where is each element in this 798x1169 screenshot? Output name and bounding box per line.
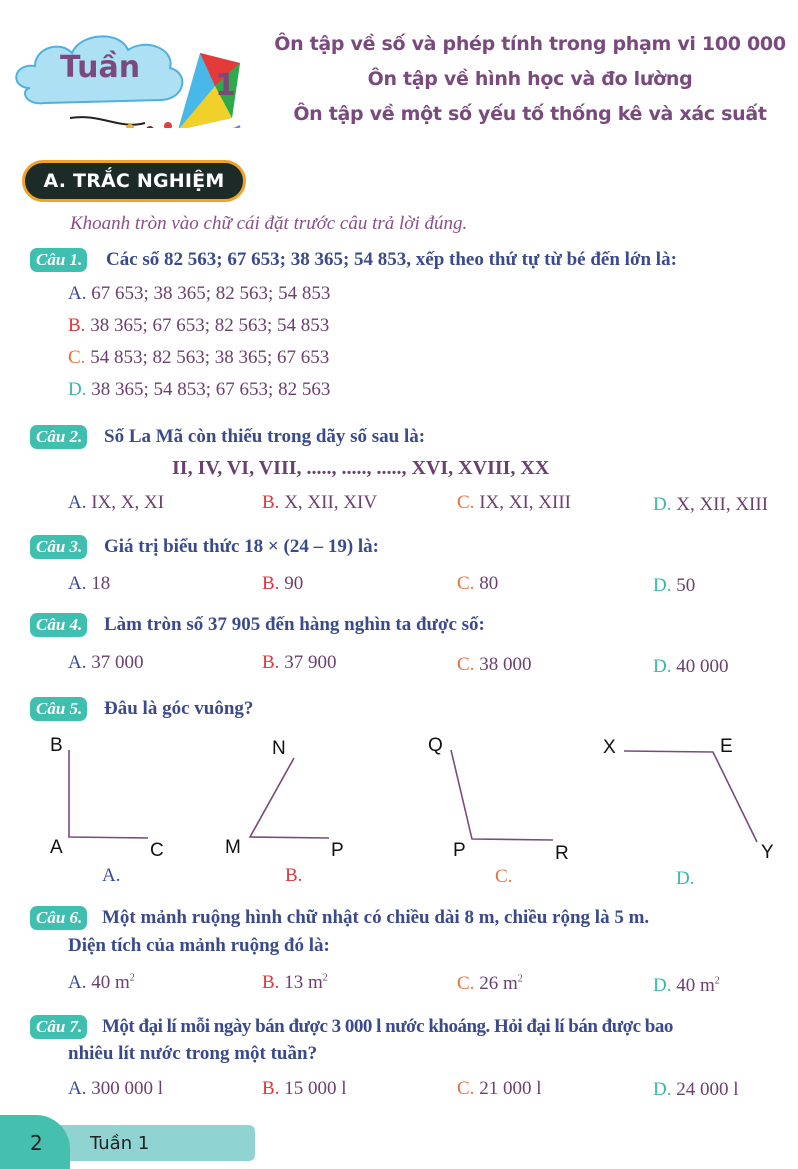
option-a[interactable]: A. IX, X, XI bbox=[68, 492, 165, 513]
option-c[interactable]: C. IX, XI, XIII bbox=[457, 492, 571, 513]
option-a[interactable]: A. 300 000 l bbox=[68, 1078, 164, 1099]
option-c[interactable]: C. 80 bbox=[457, 573, 499, 594]
question-tag: Câu 4. bbox=[30, 613, 87, 637]
question-text: Làm tròn số 37 905 đến hàng nghìn ta được số: bbox=[104, 614, 485, 635]
option-a[interactable]: A. 18 bbox=[68, 573, 111, 594]
option-d[interactable]: D. 38 365; 54 853; 67 653; 82 563 bbox=[68, 379, 331, 400]
footer-label: Tuần 1 bbox=[90, 1133, 150, 1154]
option-a[interactable]: A. 67 653; 38 365; 82 563; 54 853 bbox=[68, 283, 331, 304]
question-tag: Câu 2. bbox=[30, 425, 87, 449]
figure-option-b[interactable]: B. bbox=[285, 865, 303, 886]
option-b[interactable]: B. 37 900 bbox=[262, 652, 337, 673]
point-label: P bbox=[453, 840, 466, 861]
topic-line-3: Ôn tập về một số yếu tố thống kê và xác suất bbox=[293, 103, 767, 125]
question-tag: Câu 6. bbox=[30, 906, 87, 930]
question-text: Một đại lí mỗi ngày bán được 3 000 l nước khoáng. Hỏi đại lí bán được bao bbox=[102, 1016, 673, 1037]
figure-option-d[interactable]: D. bbox=[676, 868, 695, 889]
option-c[interactable]: C. 54 853; 82 563; 38 365; 67 653 bbox=[68, 347, 330, 368]
section-title: A. TRẮC NGHIỆM bbox=[22, 160, 246, 202]
figure-option-a[interactable]: A. bbox=[102, 865, 121, 886]
figure-option-c[interactable]: C. bbox=[495, 866, 513, 887]
question-tag: Câu 5. bbox=[30, 697, 87, 721]
question-tag: Câu 3. bbox=[30, 535, 87, 559]
point-label: Y bbox=[761, 842, 774, 863]
angle-qpr bbox=[451, 750, 553, 840]
option-b[interactable]: B. 38 365; 67 653; 82 563; 54 853 bbox=[68, 315, 330, 336]
instruction: Khoanh tròn vào chữ cái đặt trước câu trả lời đúng. bbox=[70, 213, 468, 234]
badge-number: 1 bbox=[215, 68, 236, 103]
option-d[interactable]: D. X, XII, XIII bbox=[653, 494, 769, 515]
option-b[interactable]: B. X, XII, XIV bbox=[262, 492, 378, 513]
option-c[interactable]: C. 21 000 l bbox=[457, 1078, 542, 1099]
option-a[interactable]: A. 40 $m^2$ bbox=[68, 972, 135, 993]
option-d[interactable]: D. 40 $m^2$ bbox=[653, 975, 720, 996]
point-label: Q bbox=[428, 735, 443, 756]
topic-line-2: Ôn tập về hình học và đo lường bbox=[367, 68, 693, 90]
angle-xey bbox=[624, 751, 757, 842]
option-b[interactable]: B. 15 000 l bbox=[262, 1078, 347, 1099]
option-d[interactable]: D. 24 000 l bbox=[653, 1079, 739, 1100]
roman-sequence: II, IV, VI, VIII, ....., ....., ....., XVI, XVIII, XX bbox=[172, 457, 550, 479]
angle-nmp bbox=[250, 758, 329, 838]
angle-figures bbox=[0, 720, 798, 870]
point-label: P bbox=[331, 840, 344, 861]
question-tag: Câu 7. bbox=[30, 1015, 87, 1039]
point-label: X bbox=[603, 737, 616, 758]
topic-line-1: Ôn tập về số và phép tính trong phạm vi 100 000 bbox=[274, 33, 786, 55]
point-label: M bbox=[225, 837, 241, 858]
question-text: Đâu là góc vuông? bbox=[104, 698, 254, 719]
question-text: Các số 82 563; 67 653; 38 365; 54 853, xếp theo thứ tự từ bé đến lớn là: bbox=[106, 249, 677, 270]
badge-word: Tuần bbox=[60, 50, 141, 85]
option-b[interactable]: B. 90 bbox=[262, 573, 304, 594]
question-tag: Câu 1. bbox=[30, 248, 87, 272]
point-label: N bbox=[272, 738, 286, 759]
question-text-2: nhiêu lít nước trong một tuần? bbox=[68, 1043, 318, 1064]
option-d[interactable]: D. 40 000 bbox=[653, 656, 729, 677]
point-label: A bbox=[50, 837, 63, 858]
option-d[interactable]: D. 50 bbox=[653, 575, 696, 596]
point-label: B bbox=[50, 735, 63, 756]
point-label: R bbox=[555, 843, 569, 864]
question-text: Số La Mã còn thiếu trong dãy số sau là: bbox=[104, 426, 426, 447]
point-label: C bbox=[150, 840, 164, 861]
option-a[interactable]: A. 37 000 bbox=[68, 652, 144, 673]
option-c[interactable]: C. 38 000 bbox=[457, 654, 532, 675]
week-badge bbox=[18, 28, 236, 113]
option-c[interactable]: C. 26 $m^2$ bbox=[457, 973, 523, 994]
option-b[interactable]: B. 13 $m^2$ bbox=[262, 972, 328, 993]
angle-bac bbox=[69, 750, 148, 838]
question-text: Giá trị biểu thức 18 × (24 – 19) là: bbox=[104, 536, 380, 557]
question-text-2: Diện tích của mảnh ruộng đó là: bbox=[68, 935, 330, 956]
question-text: Một mảnh ruộng hình chữ nhật có chiều dài 8 m, chiều rộng là 5 m. bbox=[102, 907, 650, 928]
point-label: E bbox=[720, 736, 733, 757]
page-number: 2 bbox=[30, 1131, 43, 1155]
